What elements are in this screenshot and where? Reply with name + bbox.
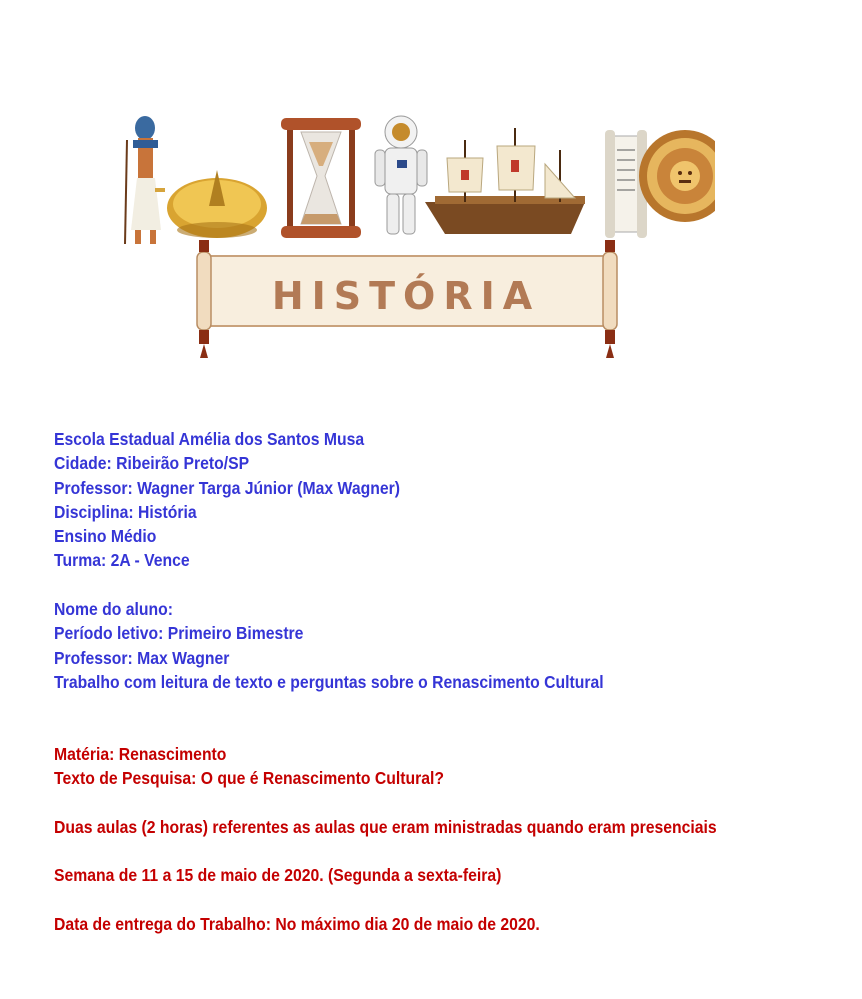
sundial-icon bbox=[167, 170, 267, 238]
topic: Matéria: Renascimento bbox=[54, 744, 227, 764]
school-name: Escola Estadual Amélia dos Santos Musa bbox=[54, 429, 365, 449]
lessons-note: Duas aulas (2 horas) referentes as aulas que eram ministradas quando eram presenciais bbox=[54, 816, 717, 837]
class-group: Turma: 2A - Vence bbox=[54, 550, 190, 571]
astronaut-icon bbox=[375, 116, 427, 234]
assignment-description: Trabalho com leitura de texto e perguntas sobre o Renascimento Cultural bbox=[54, 671, 604, 692]
teacher-full: Professor: Wagner Targa Júnior (Max Wagner) bbox=[54, 477, 400, 498]
hourglass-icon bbox=[281, 118, 361, 238]
aztec-calendar-icon bbox=[639, 130, 715, 222]
school-period: Período letivo: Primeiro Bimestre bbox=[54, 623, 304, 644]
banner-title: HISTÓRIA bbox=[271, 274, 541, 318]
assignment-details bbox=[54, 742, 717, 936]
teacher-short: Professor: Max Wagner bbox=[54, 647, 230, 668]
education-level: Ensino Médio bbox=[54, 526, 157, 547]
deadline: Data de entrega do Trabalho: No máximo dia 20 de maio de 2020. bbox=[54, 914, 540, 935]
caravel-ship-icon bbox=[425, 128, 585, 234]
subject: Disciplina: História bbox=[54, 501, 197, 522]
historia-banner bbox=[105, 110, 715, 370]
egyptian-figure-icon bbox=[125, 116, 165, 244]
city: Cidade: Ribeirão Preto/SP bbox=[54, 453, 250, 474]
week-range: Semana de 11 a 15 de maio de 2020. (Segunda a sexta-feira) bbox=[54, 865, 502, 886]
school-info bbox=[54, 427, 711, 694]
student-name-field: Nome do aluno: bbox=[54, 599, 173, 620]
research-text: Texto de Pesquisa: O que é Renascimento Cultural? bbox=[54, 768, 445, 789]
